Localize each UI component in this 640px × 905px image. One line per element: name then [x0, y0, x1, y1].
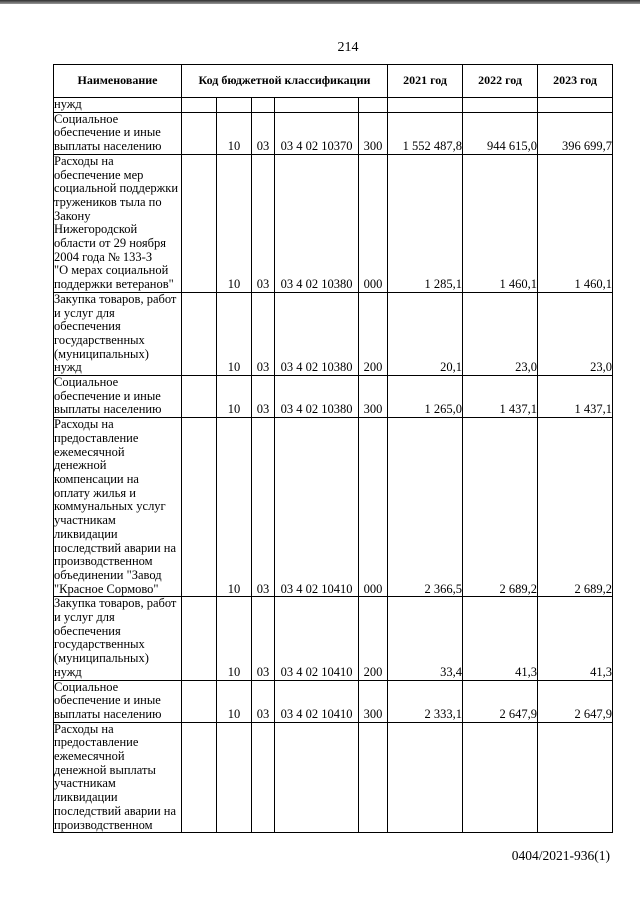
amount-2021: 33,4 [388, 597, 463, 680]
code-subsection: 03 [252, 680, 275, 722]
code-target-item [275, 722, 359, 833]
table-row [54, 597, 613, 680]
amount-2022: 944 615,0 [463, 112, 538, 154]
amount-2021: 2 333,1 [388, 680, 463, 722]
code-target-item [275, 98, 359, 113]
code-section: 10 [217, 292, 252, 375]
code-department [182, 292, 217, 375]
code-section: 10 [217, 418, 252, 597]
code-expense-type: 000 [359, 418, 388, 597]
amount-2023: 1 460,1 [538, 154, 613, 292]
amount-2022 [463, 98, 538, 113]
row-name: Расходы на предоставление ежемесячной денежной выплаты участникам ликвидации последствий аварии на производственном [54, 722, 182, 833]
code-section: 10 [217, 112, 252, 154]
code-subsection [252, 722, 275, 833]
header-2022: 2022 год [463, 65, 538, 98]
code-section: 10 [217, 680, 252, 722]
row-name: Закупка товаров, работ и услуг для обеспечения государственных (муниципальных) нужд [54, 597, 182, 680]
amount-2023: 2 689,2 [538, 418, 613, 597]
row-name: нужд [54, 98, 182, 113]
row-name: Социальное обеспечение и иные выплаты населению [54, 680, 182, 722]
code-department [182, 418, 217, 597]
amount-2022: 2 647,9 [463, 680, 538, 722]
code-department [182, 154, 217, 292]
code-section: 10 [217, 154, 252, 292]
code-subsection: 03 [252, 597, 275, 680]
code-target-item: 03 4 02 10410 [275, 597, 359, 680]
code-target-item: 03 4 02 10410 [275, 680, 359, 722]
code-expense-type: 200 [359, 597, 388, 680]
amount-2023: 1 437,1 [538, 376, 613, 418]
header-row [54, 65, 613, 98]
amount-2021: 1 552 487,8 [388, 112, 463, 154]
scan-edge [0, 0, 640, 4]
code-target-item: 03 4 02 10380 [275, 292, 359, 375]
header-code: Код бюджетной классификации [182, 65, 388, 98]
document-code: 0404/2021-936(1) [511, 848, 610, 863]
code-section [217, 98, 252, 113]
amount-2021 [388, 722, 463, 833]
header-2021: 2021 год [388, 65, 463, 98]
header-name: Наименование [54, 65, 182, 98]
code-subsection [252, 98, 275, 113]
code-department [182, 98, 217, 113]
amount-2022 [463, 722, 538, 833]
table-row [54, 680, 613, 722]
code-expense-type: 300 [359, 112, 388, 154]
code-section: 10 [217, 376, 252, 418]
row-name: Расходы на обеспечение мер социальной поддержки тружеников тыла по Закону Нижегородской области от 29 ноября 2004 года № 133-З "О мерах социальной поддержки ветеранов" [54, 154, 182, 292]
code-subsection: 03 [252, 154, 275, 292]
code-expense-type: 300 [359, 376, 388, 418]
code-department [182, 112, 217, 154]
amount-2021 [388, 98, 463, 113]
code-section: 10 [217, 597, 252, 680]
code-expense-type: 200 [359, 292, 388, 375]
amount-2022: 23,0 [463, 292, 538, 375]
code-expense-type: 000 [359, 154, 388, 292]
code-subsection: 03 [252, 418, 275, 597]
amount-2021: 20,1 [388, 292, 463, 375]
table-row [54, 292, 613, 375]
amount-2023 [538, 722, 613, 833]
code-subsection: 03 [252, 292, 275, 375]
header-2023: 2023 год [538, 65, 613, 98]
table-row [54, 98, 613, 113]
amount-2023: 2 647,9 [538, 680, 613, 722]
table-body [54, 98, 613, 833]
amount-2022: 41,3 [463, 597, 538, 680]
table-row [54, 418, 613, 597]
code-department [182, 722, 217, 833]
amount-2023 [538, 98, 613, 113]
code-department [182, 376, 217, 418]
code-target-item: 03 4 02 10380 [275, 376, 359, 418]
row-name: Социальное обеспечение и иные выплаты населению [54, 376, 182, 418]
code-department [182, 680, 217, 722]
code-target-item: 03 4 02 10380 [275, 154, 359, 292]
code-target-item: 03 4 02 10370 [275, 112, 359, 154]
amount-2022: 1 460,1 [463, 154, 538, 292]
page-number: 214 [337, 40, 359, 55]
code-department [182, 597, 217, 680]
table-row [54, 376, 613, 418]
code-subsection: 03 [252, 112, 275, 154]
table-row [54, 154, 613, 292]
amount-2023: 396 699,7 [538, 112, 613, 154]
amount-2022: 2 689,2 [463, 418, 538, 597]
table-row [54, 112, 613, 154]
code-subsection: 03 [252, 376, 275, 418]
amount-2022: 1 437,1 [463, 376, 538, 418]
budget-table [53, 64, 613, 833]
amount-2021: 1 285,1 [388, 154, 463, 292]
amount-2023: 41,3 [538, 597, 613, 680]
amount-2021: 1 265,0 [388, 376, 463, 418]
code-expense-type [359, 98, 388, 113]
table-row [54, 722, 613, 833]
code-expense-type: 300 [359, 680, 388, 722]
code-section [217, 722, 252, 833]
amount-2021: 2 366,5 [388, 418, 463, 597]
amount-2023: 23,0 [538, 292, 613, 375]
code-target-item: 03 4 02 10410 [275, 418, 359, 597]
row-name: Расходы на предоставление ежемесячной денежной компенсации на оплату жилья и коммунальных услуг участникам ликвидации последствий аварии на производственном объединении "Завод "Красное Сормово" [54, 418, 182, 597]
row-name: Закупка товаров, работ и услуг для обеспечения государственных (муниципальных) нужд [54, 292, 182, 375]
code-expense-type [359, 722, 388, 833]
row-name: Социальное обеспечение и иные выплаты населению [54, 112, 182, 154]
